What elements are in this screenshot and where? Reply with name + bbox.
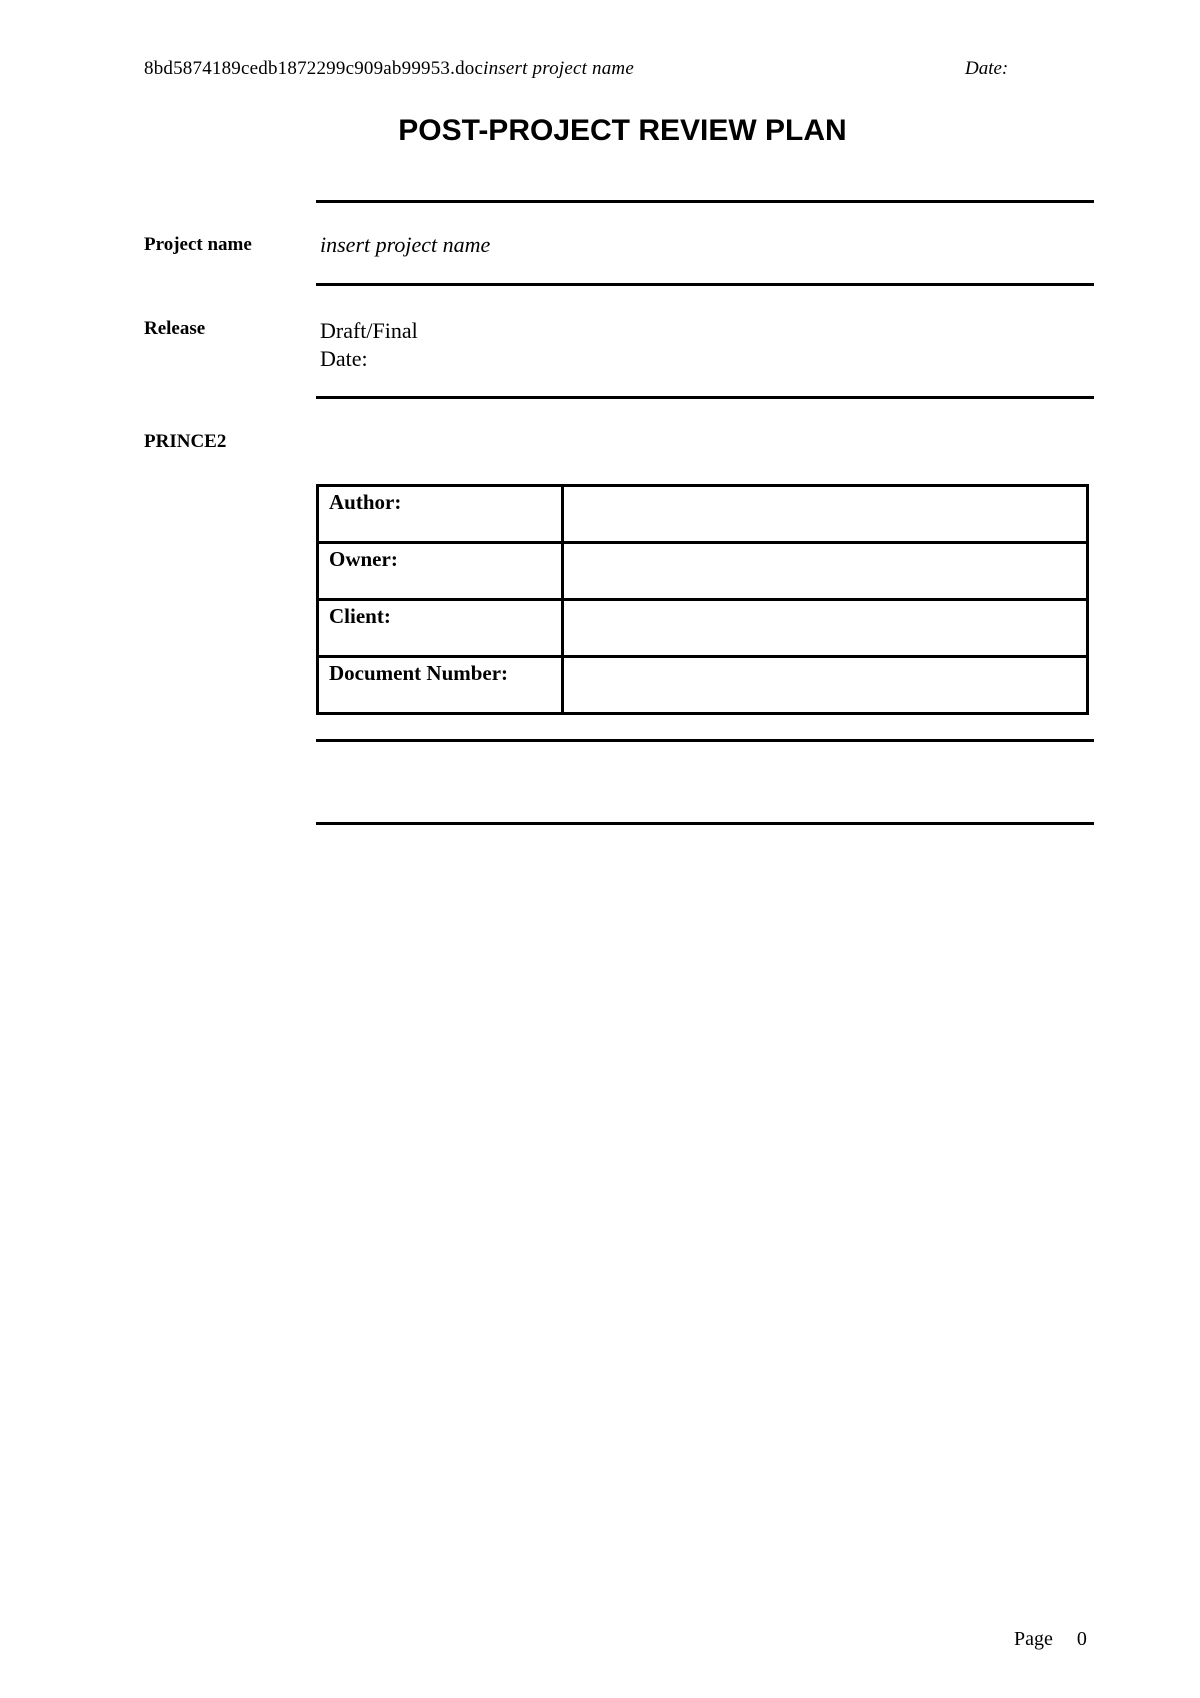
- release-date: Date:: [320, 346, 368, 371]
- divider: [316, 396, 1094, 399]
- divider: [316, 739, 1094, 742]
- document-number-label: Document Number:: [318, 657, 563, 714]
- project-name-value: insert project name: [320, 232, 491, 257]
- table-row: [318, 543, 1088, 600]
- author-value: [563, 486, 1088, 543]
- document-info-table: [316, 484, 1089, 715]
- page-number: 0: [1076, 1628, 1087, 1650]
- divider: [316, 200, 1094, 203]
- page-title: POST-PROJECT REVIEW PLAN: [398, 114, 847, 147]
- table-row: [318, 657, 1088, 714]
- project-name-label: Project name: [144, 234, 252, 255]
- page-footer: [1014, 1628, 1087, 1651]
- client-value: [563, 600, 1088, 657]
- owner-label: Owner:: [318, 543, 563, 600]
- divider: [316, 822, 1094, 825]
- header-date: Date:: [965, 58, 1009, 79]
- author-label: Author:: [318, 486, 563, 543]
- table-row: [318, 486, 1088, 543]
- page-header: [144, 58, 634, 80]
- method-label: PRINCE2: [144, 431, 227, 452]
- owner-value: [563, 543, 1088, 600]
- client-label: Client:: [318, 600, 563, 657]
- document-number-value: [563, 657, 1088, 714]
- release-value: Draft/Final: [320, 318, 418, 343]
- page-label: Page: [1014, 1628, 1053, 1650]
- header-filename: 8bd5874189cedb1872299c909ab99953.doc: [144, 58, 484, 79]
- divider: [316, 283, 1094, 286]
- release-label: Release: [144, 318, 206, 339]
- header-project-name: insert project name: [483, 58, 634, 79]
- table-row: [318, 600, 1088, 657]
